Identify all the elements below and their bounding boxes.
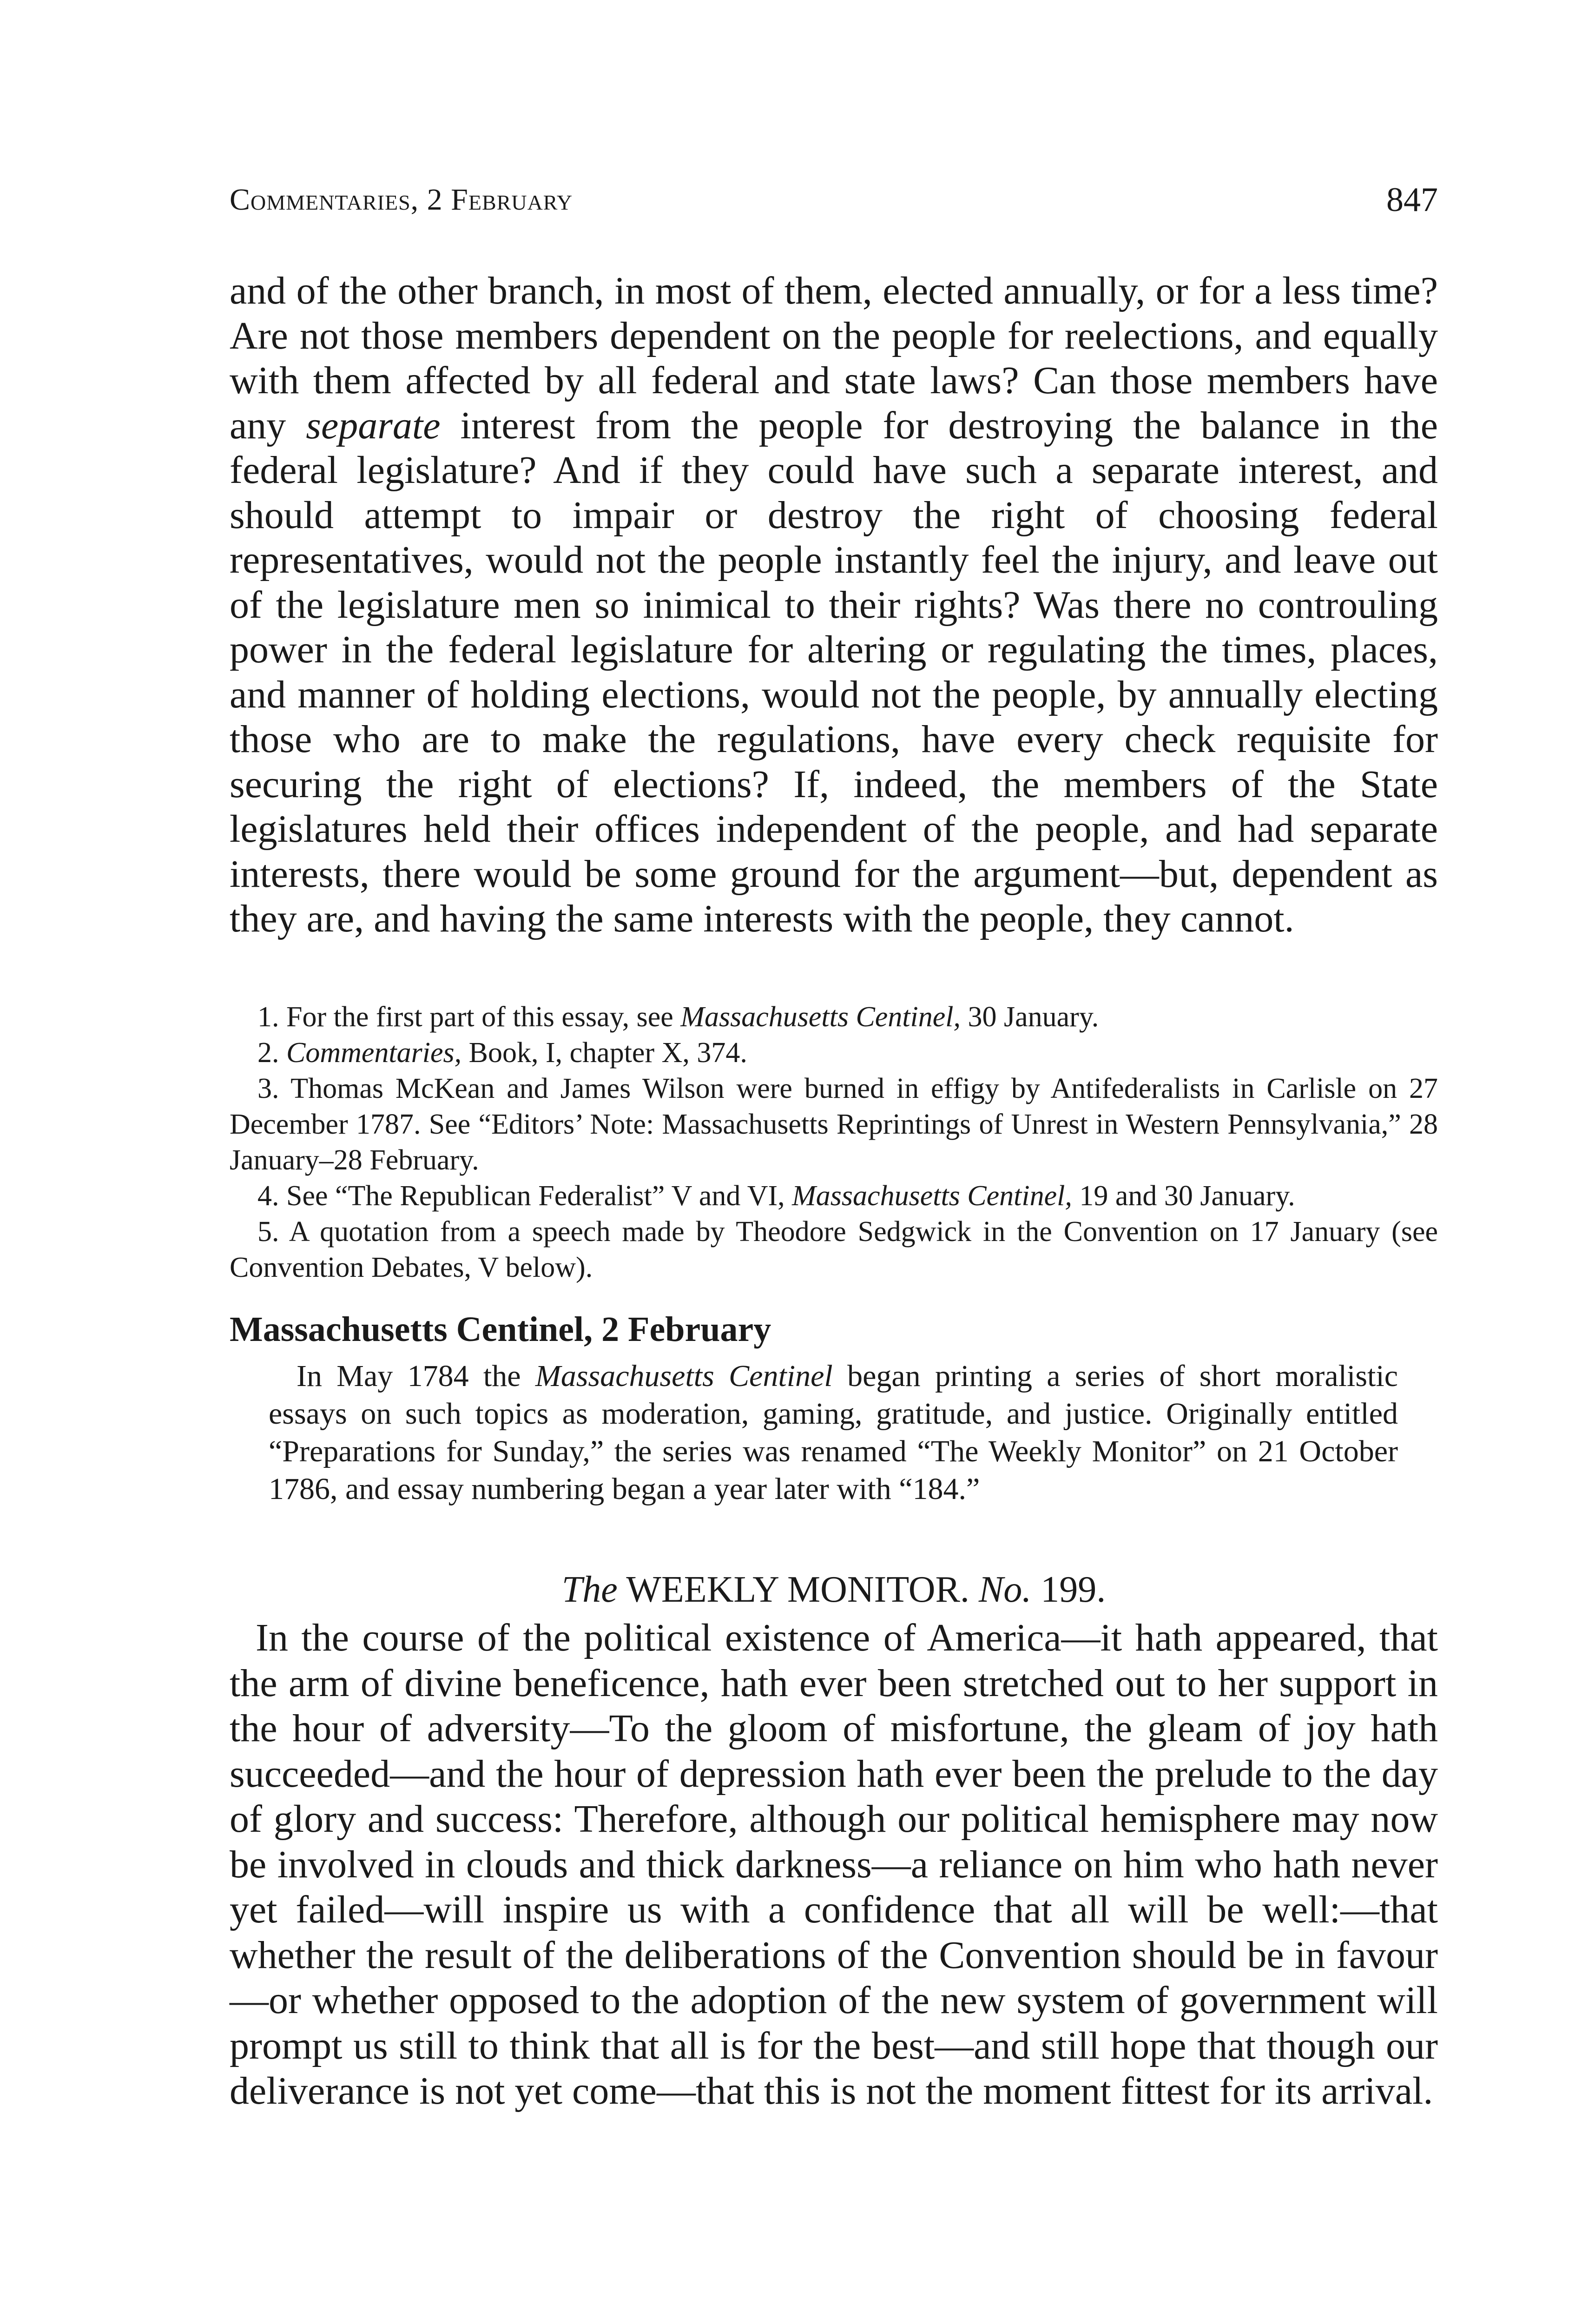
footnote-italic: Massachusetts Centinel, bbox=[680, 1001, 961, 1033]
essay-title-main: WEEKLY MONITOR. bbox=[617, 1569, 979, 1610]
footnote-text: 2. bbox=[257, 1037, 286, 1069]
footnotes bbox=[230, 999, 1438, 1286]
headnote-text: began printing a series of short moralistic essays on such topics as moderation, gaming, gratitude, and justice. Originally entitled “Preparations for Sunday,” the series was renamed “The Weekly Monitor” on 21 October 1786, and essay numbering began a year later with “184.” bbox=[269, 1359, 1398, 1506]
footnote-italic: Massachusetts Centinel, bbox=[792, 1180, 1072, 1212]
editorial-headnote bbox=[269, 1357, 1398, 1508]
essay-title-number: 199. bbox=[1031, 1569, 1106, 1610]
section-heading: Massachusetts Centinel, 2 February bbox=[230, 1310, 771, 1349]
italic-emphasis: separate bbox=[306, 403, 441, 447]
essay-title bbox=[230, 1569, 1438, 1611]
footnote-5: 5. A quotation from a speech made by Theodore Sedgwick in the Convention on 17 January (see Convention Debates, V below). bbox=[230, 1216, 1438, 1283]
footnote-text: 1. For the first part of this essay, see bbox=[257, 1001, 681, 1033]
footnote-3: 3. Thomas McKean and James Wilson were burned in effigy by Antifederalists in Carlisle on 27 December 1787. See “Editors’ Note: Massachusetts Reprintings of Unrest in Western Pennsylvania,” 28 January–28 February. bbox=[230, 1073, 1438, 1176]
paragraph-text-part: interest from the people for destroying the balance in the federal legislature? And if they could have such a separate interest, and should attempt to impair or destroy the right of choosing federal representatives, would not the people instantly feel the injury, and leave out of the legislature men so inimical to their rights? Was there no controuling power in the federal legislature for altering or regulating the times, places, and manner of holding elections, would not the people, by annually electing those who are to make the regulations, have every check requisite for securing the right of elections? If, indeed, the members of the State legislatures held their offices independent of the people, and had separate interests, there would be some ground for the argument—but, dependent as they are, and having the same interests with the people, they cannot. bbox=[230, 403, 1438, 940]
essay-title-the: The bbox=[561, 1569, 618, 1610]
headnote-italic: Massachusetts Centinel bbox=[535, 1359, 833, 1393]
footnote-2 bbox=[230, 1035, 1438, 1071]
essay-body: In the course of the political existence of America—it hath appeared, that the arm of divine beneficence, hath ever been stretched out to her support in the hour of adversity—To the gloom of misfortune, the gleam of joy hath succeeded—and the hour of depression hath ever been the prelude to the day of glory and success: Therefore, although our political hemisphere may now be involved in clouds and thick darkness—a reliance on him who hath never yet failed—will inspire us with a confidence that all will be well:—that whether the result of the deliberations of the Convention should be in favour—or whether opposed to the adoption of the new system of government will prompt us still to think that all is for the best—and still hope that though our deliverance is not yet come—that this is not the moment fittest for its arrival. bbox=[230, 1616, 1438, 2113]
footnote-text: 30 January. bbox=[961, 1001, 1099, 1033]
continued-essay-paragraph bbox=[230, 269, 1438, 942]
page-number: 847 bbox=[1386, 181, 1438, 219]
footnote-text: Book, I, chapter X, 374. bbox=[461, 1037, 747, 1069]
headnote-text: In May 1784 the bbox=[297, 1359, 535, 1393]
paragraph-text-part: and of the other branch, in most of them, elected annually, or for a less time? Are not those members dependent on the people for reelections, and equally with them affected by all federal and state laws? Can those members have any bbox=[230, 269, 1438, 447]
footnote-1 bbox=[230, 999, 1438, 1035]
footnote-italic: Commentaries, bbox=[286, 1037, 462, 1069]
essay-title-no: No. bbox=[978, 1569, 1032, 1610]
running-title: Commentaries, 2 February bbox=[230, 183, 573, 217]
footnote-text: 19 and 30 January. bbox=[1072, 1180, 1295, 1212]
footnote-4 bbox=[230, 1178, 1438, 1214]
footnote-text: 4. See “The Republican Federalist” V and VI, bbox=[257, 1180, 792, 1212]
running-head bbox=[230, 182, 1438, 224]
